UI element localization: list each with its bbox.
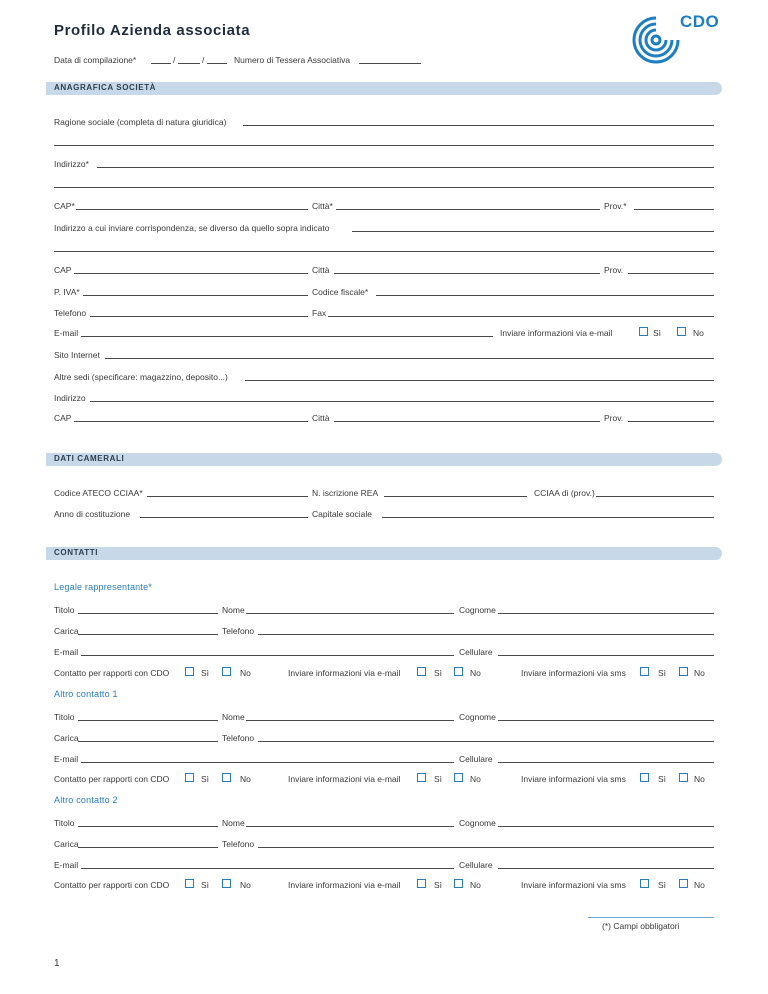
no-label: No: [240, 880, 251, 890]
citta-field[interactable]: [334, 421, 600, 422]
preferenze-row: [54, 666, 714, 680]
inviare-email-label: Inviare informazioni via e-mail: [288, 880, 401, 890]
citta-label: Città: [312, 265, 330, 275]
telefono-field[interactable]: [258, 847, 714, 848]
nome-label: Nome: [222, 818, 245, 828]
email-si-checkbox[interactable]: [417, 879, 426, 888]
preferenze-row: [54, 772, 714, 786]
email-cellulare-row: [54, 858, 714, 872]
fax-field[interactable]: [328, 316, 714, 317]
email-field[interactable]: [81, 762, 454, 763]
piva-label: P. IVA*: [54, 287, 80, 297]
date-slash: /: [202, 55, 205, 65]
ateco-label: Codice ATECO CCIAA*: [54, 488, 143, 498]
telefono-field[interactable]: [258, 634, 714, 635]
capitale-label: Capitale sociale: [312, 509, 373, 519]
telefono-label: Telefono: [54, 308, 87, 318]
no-checkbox[interactable]: [677, 327, 686, 336]
contatto-heading: Altro contatto 1: [54, 689, 118, 699]
carica-label: Carica: [54, 626, 79, 636]
email-label: E-mail: [54, 328, 79, 338]
contatto-heading: Legale rappresentante*: [54, 582, 152, 592]
nome-label: Nome: [222, 605, 245, 615]
cellulare-field[interactable]: [498, 868, 714, 869]
indirizzo-corr-label: Indirizzo a cui inviare corrispondenza, se diverso da quello sopra indicato: [54, 223, 330, 233]
email-cellulare-row: [54, 645, 714, 659]
indirizzo-label: Indirizzo: [54, 393, 86, 403]
indirizzo-field[interactable]: [97, 167, 714, 168]
prov-field[interactable]: [634, 209, 714, 210]
cellulare-label: Cellulare: [459, 860, 493, 870]
cognome-label: Cognome: [459, 818, 496, 828]
no-label: No: [470, 668, 481, 678]
carica-label: Carica: [54, 733, 79, 743]
titolo-label: Titolo: [54, 605, 75, 615]
tessera-label: Numero di Tessera Associativa: [234, 55, 351, 65]
nome-field[interactable]: [246, 720, 454, 721]
date-slash: /: [173, 55, 176, 65]
inviare-sms-label: Inviare informazioni via sms: [521, 774, 626, 784]
piva-row: [54, 285, 714, 299]
titolo-label: Titolo: [54, 712, 75, 722]
indirizzo-field[interactable]: [90, 401, 714, 402]
section-title: ANAGRAFICA SOCIETÀ: [54, 83, 157, 92]
altre-sedi-label: Altre sedi (specificare: magazzino, deposito...): [54, 372, 228, 382]
preferenze-row: [54, 878, 714, 892]
sito-field[interactable]: [105, 358, 714, 359]
no-label: No: [240, 668, 251, 678]
cellulare-label: Cellulare: [459, 647, 493, 657]
email-field[interactable]: [81, 655, 454, 656]
telefono-field[interactable]: [90, 316, 308, 317]
si-checkbox[interactable]: [639, 327, 648, 336]
si-label: Sì: [658, 774, 667, 784]
rapporti-no-checkbox[interactable]: [222, 879, 231, 888]
si-label: Sì: [658, 880, 667, 890]
inviare-email-label: Inviare informazioni via e-mail: [500, 328, 613, 338]
titolo-row: [54, 710, 714, 724]
rapporti-no-checkbox[interactable]: [222, 773, 231, 782]
sms-si-checkbox[interactable]: [640, 879, 649, 888]
cap-field[interactable]: [76, 209, 308, 210]
tessera-field[interactable]: [359, 63, 421, 64]
email-cellulare-row: [54, 752, 714, 766]
indirizzo-corr-field[interactable]: [352, 231, 714, 232]
date-month-field[interactable]: [178, 63, 200, 64]
sms-no-checkbox[interactable]: [679, 879, 688, 888]
titolo-row: [54, 603, 714, 617]
si-label: Sì: [434, 668, 443, 678]
si-label: Sì: [653, 328, 662, 338]
no-label: No: [693, 328, 704, 338]
no-label: No: [694, 668, 705, 678]
si-label: Sì: [201, 880, 210, 890]
rapporti-label: Contatto per rapporti con CDO: [54, 880, 170, 890]
rapporti-no-checkbox[interactable]: [222, 667, 231, 676]
altre-sedi-row: [54, 370, 714, 384]
citta-label: Città*: [312, 201, 333, 211]
capitale-field[interactable]: [382, 517, 714, 518]
prov-label: Prov.: [604, 413, 624, 423]
footer-divider: [588, 917, 714, 918]
nome-field[interactable]: [246, 826, 454, 827]
email-row: [54, 326, 714, 340]
telefono-label: Telefono: [222, 733, 255, 743]
date-day-field[interactable]: [151, 63, 171, 64]
cognome-field[interactable]: [498, 613, 714, 614]
fax-label: Fax: [312, 308, 327, 318]
piva-field[interactable]: [83, 295, 308, 296]
cciaa-field[interactable]: [596, 496, 714, 497]
indirizzo-field-line2[interactable]: [54, 187, 714, 188]
cognome-field[interactable]: [498, 720, 714, 721]
rea-field[interactable]: [384, 496, 527, 497]
inviare-email-label: Inviare informazioni via e-mail: [288, 774, 401, 784]
ragione-field-line2[interactable]: [54, 145, 714, 146]
prov-label: Prov.*: [604, 201, 627, 211]
titolo-field[interactable]: [78, 826, 218, 827]
titolo-row: [54, 816, 714, 830]
si-label: Sì: [434, 774, 443, 784]
ragione-label: Ragione sociale (completa di natura giuridica): [54, 117, 227, 127]
citta-label: Città: [312, 413, 330, 423]
email-label: E-mail: [54, 754, 79, 764]
telefono-fax-row: [54, 306, 714, 320]
section-band-anagrafica: [46, 82, 722, 95]
indirizzo-row: [54, 157, 714, 171]
prov-field[interactable]: [628, 421, 714, 422]
cellulare-field[interactable]: [498, 655, 714, 656]
no-label: No: [470, 880, 481, 890]
section-band-camerali: [46, 453, 722, 466]
telefono-field[interactable]: [258, 741, 714, 742]
no-label: No: [694, 774, 705, 784]
carica-field[interactable]: [78, 741, 218, 742]
altre-sedi-field[interactable]: [245, 380, 714, 381]
rea-label: N. iscrizione REA: [312, 488, 379, 498]
email-label: E-mail: [54, 647, 79, 657]
cellulare-field[interactable]: [498, 762, 714, 763]
indirizzo2-row: [54, 391, 714, 405]
email-label: E-mail: [54, 860, 79, 870]
cognome-field[interactable]: [498, 826, 714, 827]
rapporti-label: Contatto per rapporti con CDO: [54, 774, 170, 784]
rapporti-label: Contatto per rapporti con CDO: [54, 668, 170, 678]
sms-no-checkbox[interactable]: [679, 773, 688, 782]
codice-fiscale-field[interactable]: [376, 295, 714, 296]
prov-label: Prov.: [604, 265, 624, 275]
cap-citta-corr-row: [54, 263, 714, 277]
citta-field[interactable]: [334, 273, 600, 274]
rapporti-si-checkbox[interactable]: [185, 667, 194, 676]
page-title: Profilo Azienda associata: [54, 22, 251, 39]
cap-field[interactable]: [74, 273, 308, 274]
nome-label: Nome: [222, 712, 245, 722]
logo-text: CDO: [680, 12, 720, 31]
header-row: [54, 53, 714, 67]
inviare-sms-label: Inviare informazioni via sms: [521, 880, 626, 890]
indirizzo-label: Indirizzo*: [54, 159, 89, 169]
inviare-email-label: Inviare informazioni via e-mail: [288, 668, 401, 678]
email-no-checkbox[interactable]: [454, 773, 463, 782]
rapporti-si-checkbox[interactable]: [185, 879, 194, 888]
citta-field[interactable]: [336, 209, 600, 210]
sms-si-checkbox[interactable]: [640, 773, 649, 782]
email-si-checkbox[interactable]: [417, 667, 426, 676]
sito-label: Sito Internet: [54, 350, 100, 360]
cap-label: CAP*: [54, 201, 75, 211]
carica-row: [54, 837, 714, 851]
si-label: Sì: [658, 668, 667, 678]
date-year-field[interactable]: [207, 63, 227, 64]
cciaa-label: CCIAA di (prov.): [534, 488, 595, 498]
page-number: 1: [54, 958, 60, 969]
titolo-field[interactable]: [78, 613, 218, 614]
inviare-sms-label: Inviare informazioni via sms: [521, 668, 626, 678]
no-label: No: [470, 774, 481, 784]
rapporti-si-checkbox[interactable]: [185, 773, 194, 782]
email-no-checkbox[interactable]: [454, 879, 463, 888]
carica-field[interactable]: [78, 634, 218, 635]
section-title: CONTATTI: [54, 548, 99, 557]
telefono-label: Telefono: [222, 626, 255, 636]
cap-field[interactable]: [74, 421, 308, 422]
carica-field[interactable]: [78, 847, 218, 848]
anno-row: [54, 507, 714, 521]
email-field[interactable]: [81, 336, 493, 337]
cellulare-label: Cellulare: [459, 754, 493, 764]
no-label: No: [240, 774, 251, 784]
telefono-label: Telefono: [222, 839, 255, 849]
titolo-label: Titolo: [54, 818, 75, 828]
contatto-heading: Altro contatto 2: [54, 795, 118, 805]
cap-label: CAP: [54, 413, 72, 423]
cap-label: CAP: [54, 265, 72, 275]
anno-field[interactable]: [140, 517, 308, 518]
carica-row: [54, 624, 714, 638]
si-label: Sì: [201, 668, 210, 678]
prov-field[interactable]: [628, 273, 714, 274]
sms-si-checkbox[interactable]: [640, 667, 649, 676]
indirizzo-corr-row: [54, 221, 714, 235]
ragione-field[interactable]: [243, 125, 714, 126]
ateco-field[interactable]: [147, 496, 308, 497]
email-si-checkbox[interactable]: [417, 773, 426, 782]
cap-citta-row: [54, 199, 714, 213]
carica-label: Carica: [54, 839, 79, 849]
data-compilazione-label: Data di compilazione*: [54, 55, 137, 65]
nome-field[interactable]: [246, 613, 454, 614]
titolo-field[interactable]: [78, 720, 218, 721]
email-no-checkbox[interactable]: [454, 667, 463, 676]
ragione-row: [54, 115, 714, 129]
cap-citta-sede-row: [54, 411, 714, 425]
si-label: Sì: [201, 774, 210, 784]
section-band-contatti: [46, 547, 722, 560]
sito-row: [54, 348, 714, 362]
sms-no-checkbox[interactable]: [679, 667, 688, 676]
cognome-label: Cognome: [459, 605, 496, 615]
section-title: DATI CAMERALI: [54, 454, 125, 463]
anno-label: Anno di costituzione: [54, 509, 131, 519]
email-field[interactable]: [81, 868, 454, 869]
no-label: No: [694, 880, 705, 890]
indirizzo-corr-field-line2[interactable]: [54, 251, 714, 252]
cognome-label: Cognome: [459, 712, 496, 722]
codice-fiscale-label: Codice fiscale*: [312, 287, 369, 297]
ateco-row: [54, 486, 714, 500]
si-label: Sì: [434, 880, 443, 890]
carica-row: [54, 731, 714, 745]
footnote-required: (*) Campi obbligatori: [602, 921, 680, 931]
